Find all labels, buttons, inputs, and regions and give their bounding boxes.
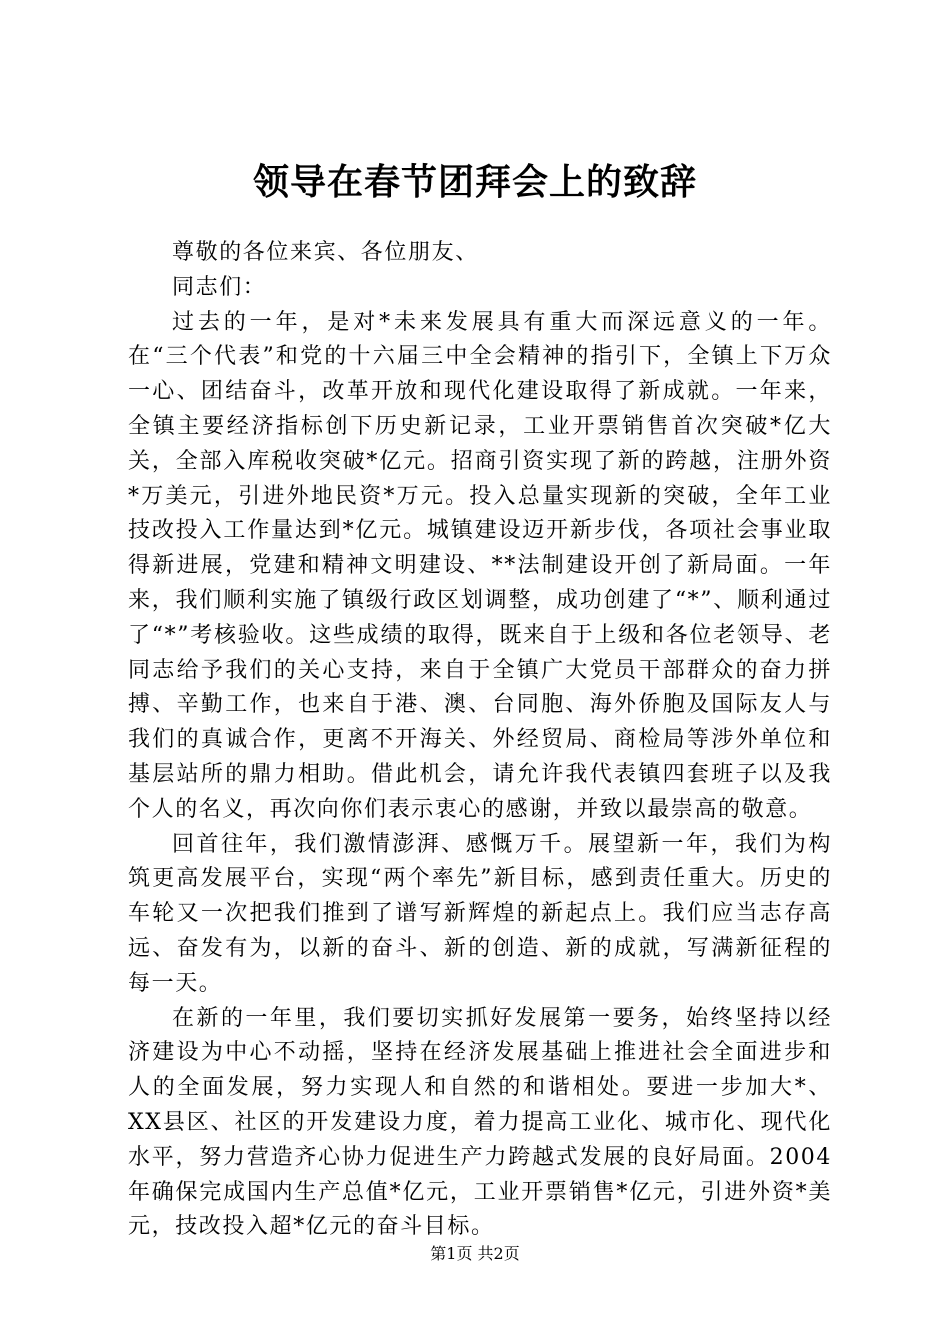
body-paragraph-2: 回首往年，我们激情澎湃、感慨万千。展望新一年，我们为构筑更高发展平台，实现“两个率先”新目标，感到责任重大。历史的车轮又一次把我们推到了谱写新辉煌的新起点上。我们应当志存高远、奋发有为，以新的奋斗、新的创造、新的成就，写满新征程的每一天。 <box>128 831 832 996</box>
page-footer: 第1页 共2页 <box>430 1244 520 1263</box>
salutation-line-2: 同志们： <box>172 274 267 300</box>
salutation-line-1: 尊敬的各位来宾、各位朋友、 <box>172 240 479 265</box>
document-body <box>128 236 832 1245</box>
document-title: 领导在春节团拜会上的致辞 <box>252 161 697 203</box>
body-paragraph-1: 过去的一年，是对*未来发展具有重大而深远意义的一年。在“三个代表”和党的十六届三中全会精神的指引下，全镇上下万众一心、团结奋斗，改革开放和现代化建设取得了新成就。一年来，全镇主要经济指标创下历史新记录，工业开票销售首次突破*亿大关，全部入库税收突破*亿元。招商引资实现了新的跨越，注册外资*万美元，引进外地民资*万元。投入总量实现新的突破，全年工业技改投入工作量达到*亿元。城镇建设迈开新步伐，各项社会事业取得新进展，党建和精神文明建设、**法制建设开创了新局面。一年来，我们顺利实施了镇级行政区划调整，成功创建了“*”、顺利通过了“*”考核验收。这些成绩的取得，既来自于上级和各位老领导、老同志给予我们的关心支持，来自于全镇广大党员干部群众的奋力拼搏、辛勤工作，也来自于港、澳、台同胞、海外侨胞及国际友人与我们的真诚合作，更离不开海关、外经贸局、商检局等涉外单位和基层站所的鼎力相助。借此机会，请允许我代表镇四套班子以及我个人的名义，再次向你们表示衷心的感谢，并致以最崇高的敬意。 <box>128 309 832 822</box>
body-paragraph-3: 在新的一年里，我们要切实抓好发展第一要务，始终坚持以经济建设为中心不动摇，坚持在经济发展基础上推进社会全面进步和人的全面发展，努力实现人和自然的和谐相处。要进一步加大*、XX县区、社区的开发建设力度，着力提高工业化、城市化、现代化水平，努力营造齐心协力促进生产力跨越式发展的良好局面。2004年确保完成国内生产总值*亿元，工业开票销售*亿元，引进外资*美元，技改投入超*亿元的奋斗目标。 <box>128 1005 832 1240</box>
